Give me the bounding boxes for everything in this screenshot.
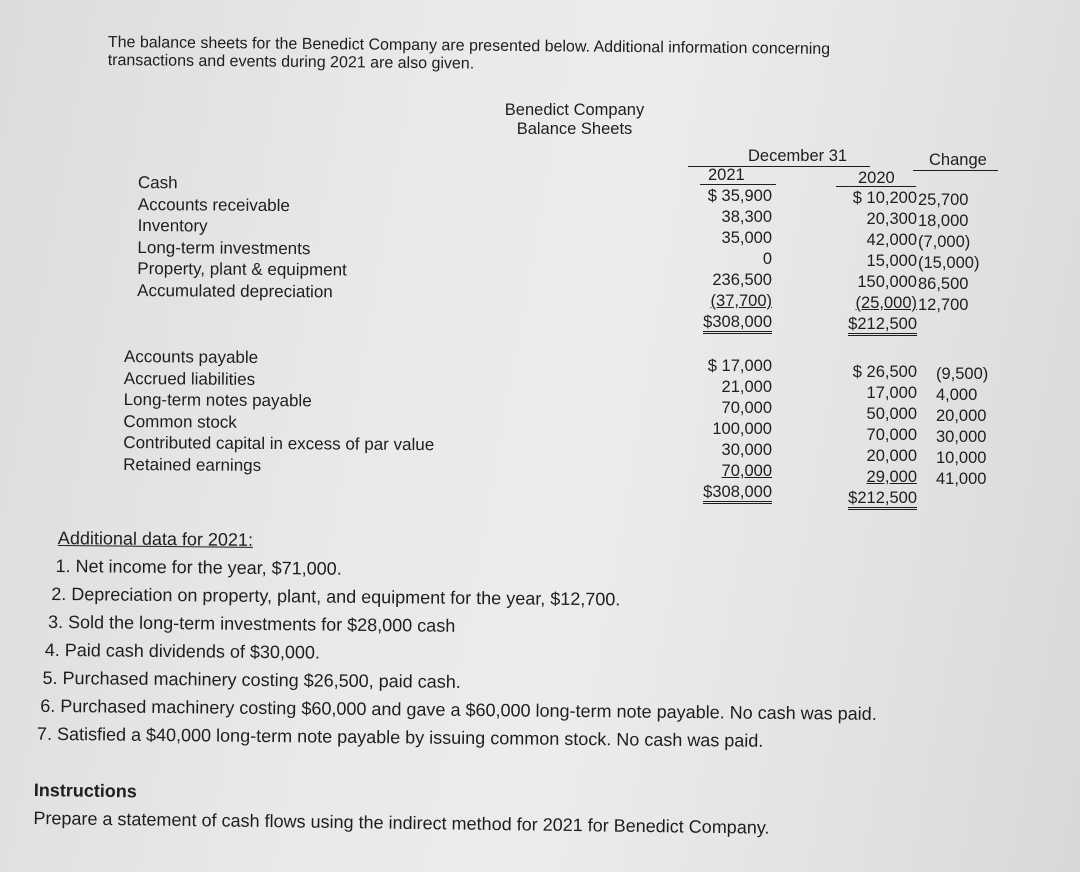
liability-label: Accounts payable: [123, 346, 259, 367]
balance-sheet-heading: [492, 101, 657, 139]
asset-2020-value: 20,300: [866, 210, 917, 228]
additional-item: 4. Paid cash dividends of $30,000.: [44, 639, 321, 663]
liability-change-value: (9,500): [936, 365, 989, 383]
assets-total-2020-value: $212,500: [848, 315, 917, 336]
asset-change-value: 18,000: [918, 212, 969, 230]
assets-total-2020: [812, 314, 917, 335]
assets-total-2021: [672, 312, 772, 333]
additional-item: 6. Purchased machinery costing $60,000 and gave a $60,000 long-term note payable. No cash was paid.: [40, 695, 877, 724]
liabilities-labels: [123, 346, 435, 477]
statement-title: Balance Sheets: [516, 120, 633, 138]
asset-2021-value: 236,500: [712, 271, 772, 289]
asset-change-value: 86,500: [918, 275, 969, 293]
asset-change-value: 12,700: [918, 296, 969, 314]
liability-2021-value: 70,000: [721, 462, 772, 480]
year-2020-rule: [836, 186, 916, 187]
liability-label: Long-term notes payable: [123, 389, 312, 411]
liability-2021-value: $ 17,000: [707, 357, 772, 375]
change-header-rule: [913, 170, 998, 171]
intro-paragraph: [108, 34, 831, 77]
liability-2020-value: $ 26,500: [852, 363, 917, 381]
assets-change-column: [918, 190, 1010, 316]
year-2021-rule: [700, 184, 776, 185]
liability-change-value: 30,000: [936, 428, 987, 446]
liability-change-value: 20,000: [936, 407, 987, 425]
asset-2020-value: 42,000: [866, 231, 917, 249]
liability-2020-value: 20,000: [866, 447, 917, 465]
instructions-section: [33, 776, 770, 842]
liability-2021-value: 30,000: [721, 441, 772, 459]
liability-2021-value: 21,000: [721, 378, 772, 396]
asset-2020-value: (25,000): [855, 294, 917, 312]
change-column-header: Change: [929, 151, 987, 169]
liabilities-total-2021-value: $308,000: [703, 483, 772, 504]
liabilities-change-column: [936, 364, 1016, 490]
assets-2020-column: [812, 188, 917, 335]
asset-label: Property, plant & equipment: [137, 258, 347, 280]
asset-label: Accumulated depreciation: [137, 280, 333, 301]
additional-item: 2. Depreciation on property, plant, and equipment for the year, $12,700.: [51, 583, 621, 610]
liabilities-total-2020-value: $212,500: [848, 489, 917, 510]
company-name: Benedict Company: [504, 101, 645, 119]
liability-2020-value: 17,000: [866, 384, 917, 402]
asset-change-value: (15,000): [918, 254, 980, 272]
asset-label: Accounts receivable: [137, 194, 290, 215]
additional-data-section: [36, 524, 879, 756]
intro-line-2: transactions and events during 2021 are also given.: [107, 51, 475, 73]
asset-label: Cash: [137, 172, 178, 193]
asset-label: Inventory: [137, 215, 208, 236]
additional-item: 3. Sold the long-term investments for $28,000 cash: [47, 611, 456, 636]
asset-2021-value: 38,300: [721, 208, 772, 226]
liability-change-value: 4,000: [936, 386, 978, 404]
liability-2021-value: 100,000: [712, 420, 772, 438]
column-group-header: December 31: [748, 147, 848, 165]
liability-label: Retained earnings: [123, 454, 262, 475]
liability-2020-value: 70,000: [866, 426, 917, 444]
asset-2020-value: 15,000: [866, 252, 917, 270]
asset-2021-value: (37,700): [710, 292, 772, 310]
liabilities-total-2021: [672, 482, 772, 503]
assets-2021-column: [672, 186, 772, 333]
liability-change-value: 41,000: [936, 470, 987, 488]
asset-2020-value: 150,000: [857, 273, 917, 291]
liability-label: Accrued liabilities: [123, 368, 256, 389]
liability-label: Common stock: [123, 411, 237, 432]
asset-2021-value: 35,000: [721, 229, 772, 247]
year-2020-header: 2020: [858, 169, 895, 187]
asset-change-value: (7,000): [918, 233, 971, 251]
asset-2021-value: 0: [762, 250, 772, 268]
asset-label: Long-term investments: [137, 237, 311, 258]
liability-2021-value: 70,000: [721, 399, 772, 417]
asset-2021-value: $ 35,900: [707, 187, 772, 205]
assets-labels: [137, 172, 347, 302]
liability-change-value: 10,000: [936, 449, 987, 467]
liabilities-total-2020: [812, 488, 917, 509]
liabilities-2020-column: [812, 362, 917, 509]
assets-total-2021-value: $308,000: [703, 313, 772, 334]
liability-2020-value: 50,000: [866, 405, 917, 423]
liabilities-2021-column: [672, 356, 772, 503]
additional-item: 5. Purchased machinery costing $26,500, paid cash.: [42, 667, 461, 692]
asset-change-value: 25,700: [918, 191, 969, 209]
intro-line-1: The balance sheets for the Benedict Company are presented below. Additional information concerning: [107, 34, 831, 58]
liability-label: Contributed capital in excess of par value: [123, 432, 435, 455]
liability-2020-value: 29,000: [866, 468, 917, 486]
asset-2020-value: $ 10,200: [852, 189, 917, 207]
additional-item: 1. Net income for the year, $71,000.: [55, 555, 342, 579]
instructions-text: Prepare a statement of cash flows using the indirect method for 2021 for Benedict Company.: [33, 807, 770, 838]
year-2021-header: 2021: [708, 166, 745, 184]
additional-item: 7. Satisfied a $40,000 long-term note payable by issuing common stock. No cash was paid.: [36, 723, 764, 751]
additional-data-title: Additional data for 2021:: [57, 527, 254, 550]
instructions-title: Instructions: [33, 779, 137, 802]
